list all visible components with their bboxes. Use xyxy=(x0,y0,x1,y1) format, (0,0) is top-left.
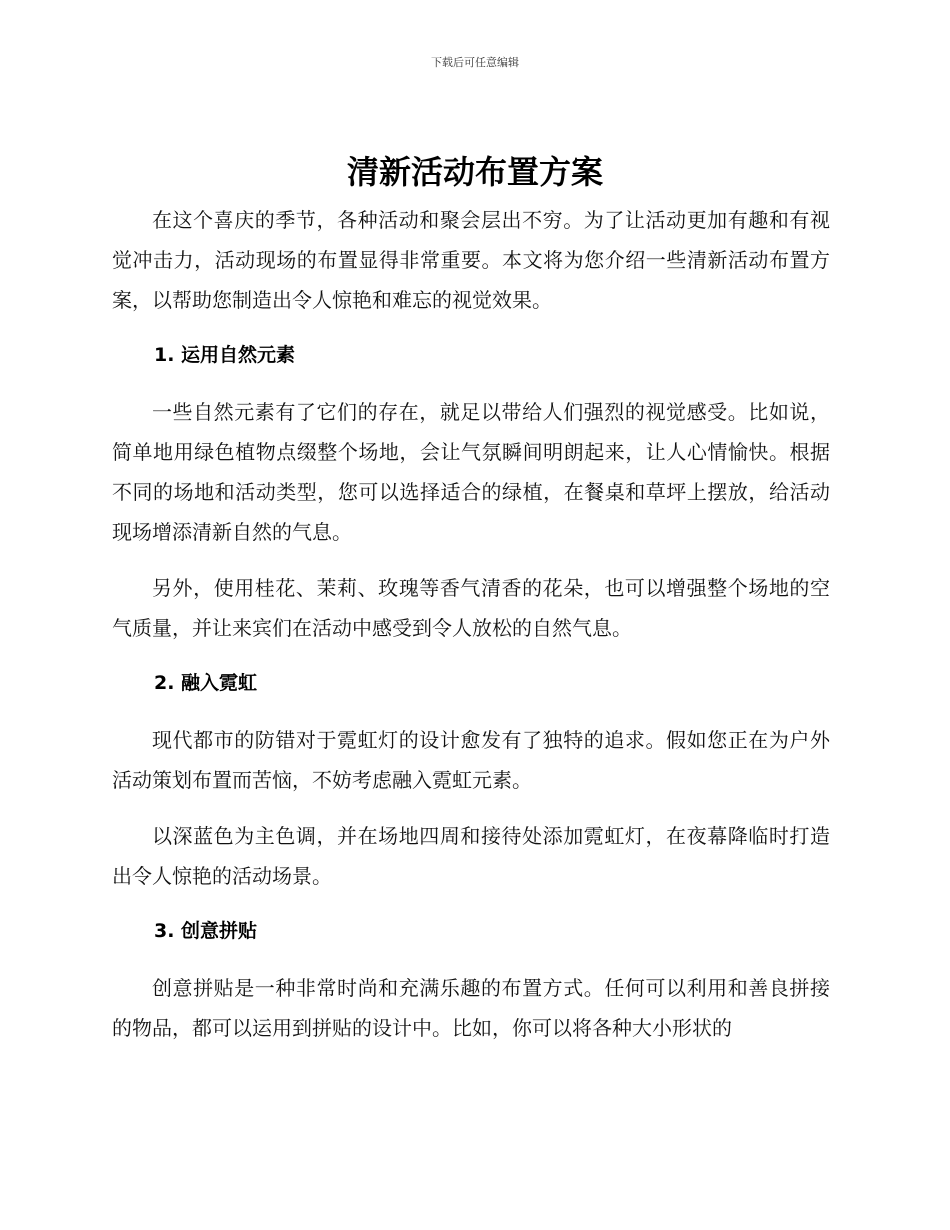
section-1-paragraph-1: 一些自然元素有了它们的存在，就足以带给人们强烈的视觉感受。比如说，简单地用绿色植物点缀整个场地，会让气氛瞬间明朗起来，让人心情愉快。根据不同的场地和活动类型，您可以选择适合的绿植，在餐桌和草坪上摆放，给活动现场增添清新自然的气息。 xyxy=(112,400,830,544)
section-heading-2: 2. 融入霓虹 xyxy=(154,672,258,694)
section-heading-1: 1. 运用自然元素 xyxy=(154,344,296,366)
section-1-paragraph-2: 另外，使用桂花、茉莉、玫瑰等香气清香的花朵，也可以增强整个场地的空气质量，并让来宾们在活动中感受到令人放松的自然气息。 xyxy=(112,576,830,640)
section-heading-3: 3. 创意拼贴 xyxy=(154,920,258,942)
section-2-paragraph-1: 现代都市的防错对于霓虹灯的设计愈发有了独特的追求。假如您正在为户外活动策划布置而苦恼，不妨考虑融入霓虹元素。 xyxy=(112,728,830,792)
intro-paragraph: 在这个喜庆的季节，各种活动和聚会层出不穷。为了让活动更加有趣和有视觉冲击力，活动现场的布置显得非常重要。本文将为您介绍一些清新活动布置方案，以帮助您制造出令人惊艳和难忘的视觉效果。 xyxy=(112,208,830,312)
section-3-paragraph-1: 创意拼贴是一种非常时尚和充满乐趣的布置方式。任何可以利用和善良拼接的物品，都可以运用到拼贴的设计中。比如，你可以将各种大小形状的 xyxy=(112,976,830,1040)
section-2-paragraph-2: 以深蓝色为主色调，并在场地四周和接待处添加霓虹灯，在夜幕降临时打造出令人惊艳的活动场景。 xyxy=(112,824,830,888)
page-title: 清新活动布置方案 xyxy=(346,153,603,191)
header-note: 下载后可任意编辑 xyxy=(431,56,519,69)
document-body xyxy=(112,200,830,1048)
